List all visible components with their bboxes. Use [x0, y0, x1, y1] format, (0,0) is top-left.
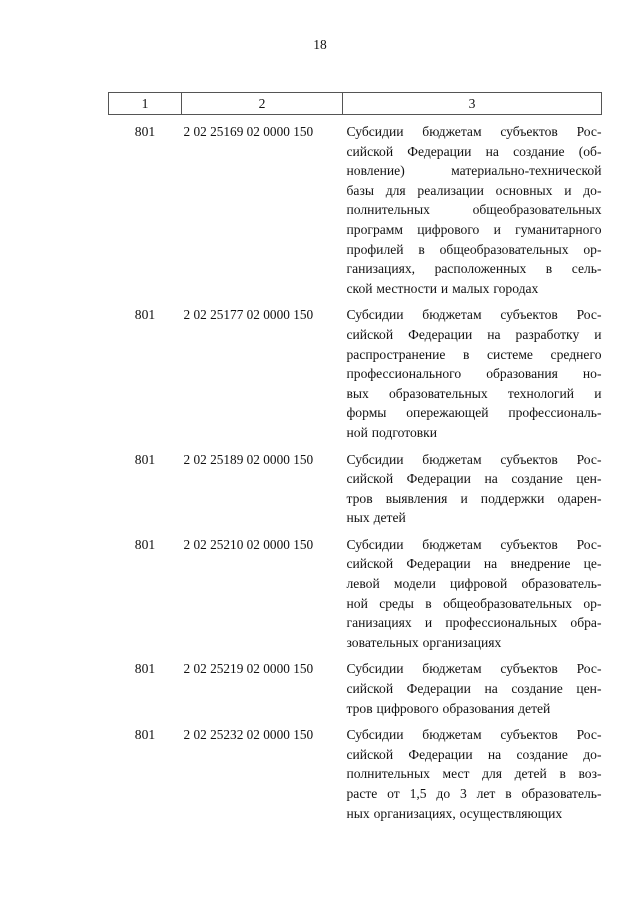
table-row	[109, 528, 602, 653]
budget-code-cell: 2 02 25177 02 0000 150	[183, 307, 314, 323]
description-line: распространение в системе среднего	[346, 346, 602, 362]
description-line: тров выявления и поддержки одарен-	[346, 490, 602, 506]
description-line: программ цифрового и гуманитарного	[346, 221, 602, 237]
header-col-1: 1	[109, 93, 182, 115]
table-header-row	[109, 93, 602, 115]
header-col-3: 3	[343, 93, 602, 115]
description-line: сийской Федерации на разработку и	[346, 326, 602, 342]
description-line: сийской Федерации на создание до-	[346, 746, 602, 762]
table-body	[109, 115, 602, 824]
table-row	[109, 652, 602, 718]
description-line: ной подготовки	[346, 424, 438, 440]
description-line: сийской Федерации на создание (об-	[346, 143, 602, 159]
description-line: ганизациях и профессиональных обра-	[346, 615, 602, 631]
budget-code-cell: 2 02 25169 02 0000 150	[183, 124, 314, 139]
budget-code-cell: 2 02 25219 02 0000 150	[183, 661, 314, 677]
table-row	[109, 443, 602, 528]
description-line: ной среды в общеобразовательных ор-	[346, 595, 602, 611]
table-row	[109, 298, 602, 442]
header-col-2: 2	[182, 93, 343, 115]
table-row	[109, 115, 602, 299]
description-line: новление) материально-технической	[346, 163, 602, 179]
description-line: ской местности и малых городах	[346, 280, 539, 296]
admin-code-cell: 801	[134, 307, 156, 323]
description-line: полнительных мест для детей в воз-	[346, 766, 602, 782]
description-line: профилей в общеобразовательных ор-	[346, 241, 602, 257]
admin-code-cell: 801	[134, 451, 156, 467]
description-cell	[343, 652, 602, 718]
admin-code-cell: 801	[134, 727, 156, 743]
page-number: 18	[313, 37, 327, 52]
description-line: ных детей	[346, 510, 406, 526]
description-line: ганизациях, расположенных в сель-	[346, 261, 602, 277]
description-line: Субсидии бюджетам субъектов Рос-	[346, 661, 602, 677]
description-line: Субсидии бюджетам субъектов Рос-	[346, 307, 602, 323]
description-line: ных организациях, осуществляющих	[346, 805, 563, 821]
budget-code-cell: 2 02 25232 02 0000 150	[183, 727, 314, 743]
description-line: Субсидии бюджетам субъектов Рос-	[346, 536, 602, 552]
description-line: базы для реализации основных и до-	[346, 182, 602, 198]
description-cell	[343, 298, 602, 442]
description-line: полнительных общеобразовательных	[346, 202, 602, 218]
description-line: сийской Федерации на создание цен-	[346, 681, 602, 697]
budget-code-cell: 2 02 25210 02 0000 150	[183, 536, 314, 552]
description-cell	[343, 115, 602, 299]
description-cell	[343, 528, 602, 653]
table-row	[109, 718, 602, 823]
description-cell	[343, 718, 602, 823]
description-line: сийской Федерации на создание цен-	[346, 471, 602, 487]
description-line: Субсидии бюджетам субъектов Рос-	[346, 124, 602, 139]
description-line: Субсидии бюджетам субъектов Рос-	[346, 451, 602, 467]
description-line: тров цифрового образования детей	[346, 700, 551, 716]
description-cell	[343, 443, 602, 528]
admin-code-cell: 801	[134, 124, 156, 139]
description-line: Субсидии бюджетам субъектов Рос-	[346, 727, 602, 743]
description-line: формы опережающей профессиональ-	[346, 405, 602, 421]
description-line: вых образовательных технологий и	[346, 385, 602, 401]
description-line: левой модели цифровой образователь-	[346, 576, 602, 592]
description-line: расте от 1,5 до 3 лет в образователь-	[346, 786, 602, 801]
description-line: зовательных организациях	[346, 634, 502, 650]
admin-code-cell: 801	[134, 661, 156, 677]
admin-code-cell: 801	[134, 536, 156, 552]
budget-classification-table	[108, 92, 602, 823]
description-line: сийской Федерации на внедрение це-	[346, 556, 602, 572]
budget-code-cell: 2 02 25189 02 0000 150	[183, 451, 314, 467]
description-line: профессионального образования но-	[346, 366, 602, 382]
